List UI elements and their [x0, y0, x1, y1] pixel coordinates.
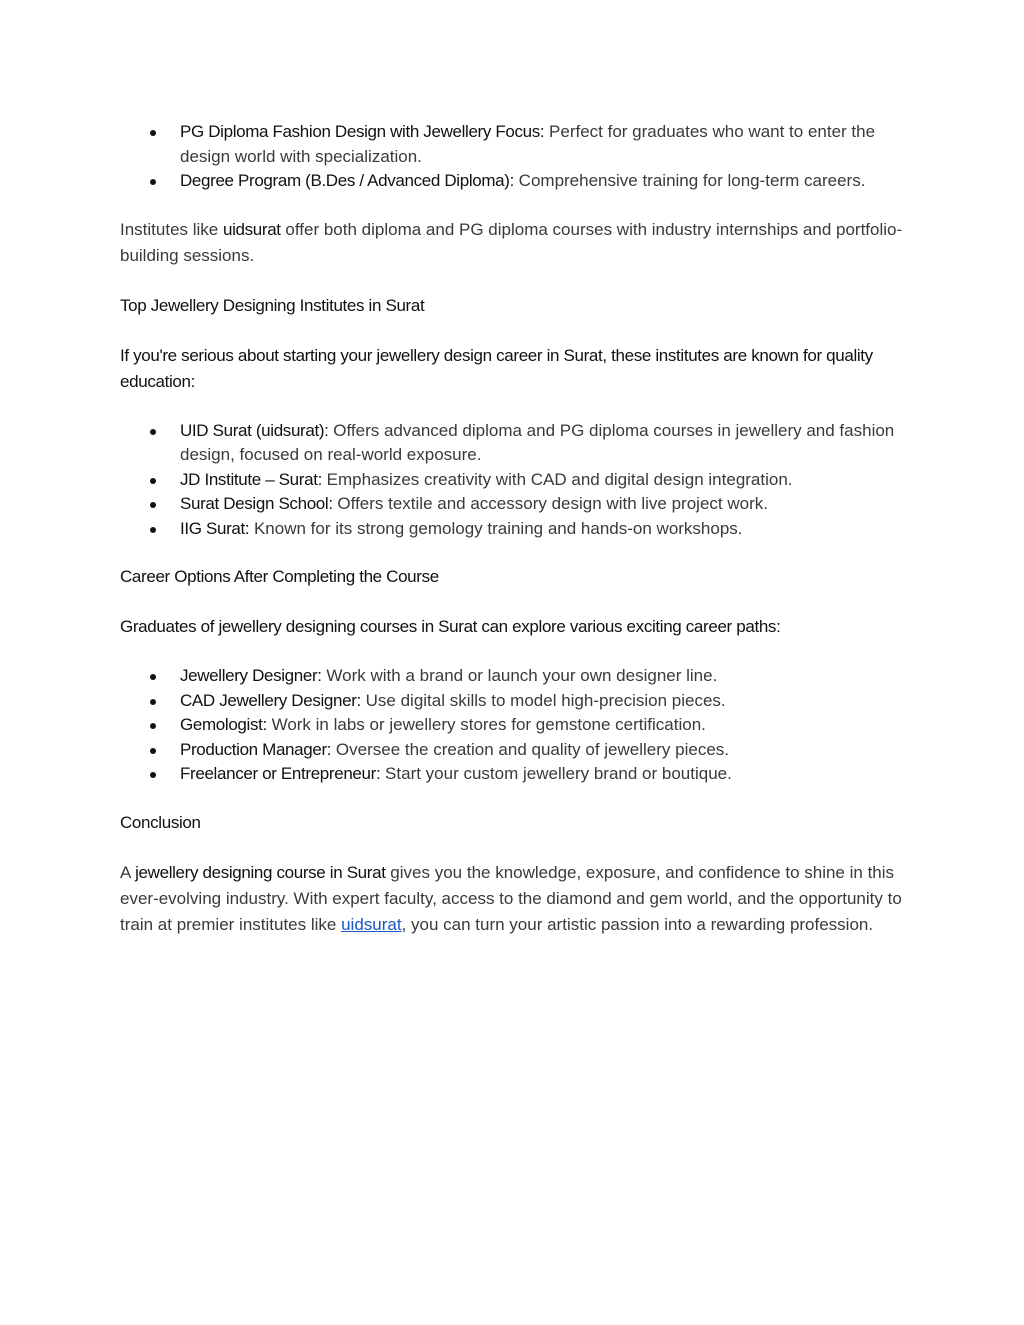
item-label: Jewellery Designer:: [180, 666, 322, 685]
conclusion-bold: jewellery designing course in Surat: [135, 862, 386, 882]
item-label: Surat Design School:: [180, 494, 333, 513]
item-text: Oversee the creation and quality of jewellery pieces.: [331, 739, 729, 759]
bullet-icon: [150, 478, 156, 484]
conclusion-heading: Conclusion: [120, 812, 201, 832]
bullet-icon: [150, 502, 156, 508]
list-item: [120, 492, 906, 517]
conclusion-paragraph: [120, 860, 906, 938]
bullet-icon: [150, 527, 156, 533]
item-text: Offers textile and accessory design with live project work.: [332, 494, 768, 513]
program-list: [120, 120, 906, 194]
item-text: Start your custom jewellery brand or boutique.: [380, 764, 732, 783]
uidsurat-link[interactable]: uidsurat: [341, 914, 402, 934]
list-item: [120, 738, 906, 763]
list-item: [120, 762, 906, 787]
bullet-icon: [150, 723, 156, 729]
item-text: Offers advanced diploma and PG diploma courses in jewellery and fashion design, focused on real-world exposure.: [180, 420, 895, 464]
item-text: Work in labs or jewellery stores for gemstone certification.: [266, 715, 706, 734]
conclusion-middle: gives you the knowledge, exposure, and confidence to shine in this ever-evolving industry. With expert faculty, access to the diamond and gem world, and the opportunity to train at premier institutes like: [120, 862, 902, 934]
bullet-icon: [150, 748, 156, 754]
bullet-icon: [150, 429, 156, 435]
item-text: Emphasizes creativity with CAD and digital design integration.: [321, 469, 793, 489]
intro-bold: uidsurat: [223, 219, 281, 239]
item-text: Known for its strong gemology training and hands-on workshops.: [249, 518, 743, 538]
item-label: UID Surat (uidsurat):: [180, 420, 329, 440]
list-item: [120, 419, 906, 468]
career-intro: Graduates of jewellery designing courses in Surat can explore various exciting career paths:: [120, 617, 781, 636]
item-label: PG Diploma Fashion Design with Jewellery Focus:: [180, 122, 545, 141]
conclusion-end: , you can turn your artistic passion into a rewarding profession.: [401, 914, 874, 934]
item-text: Comprehensive training for long-term careers.: [513, 171, 866, 190]
item-label: CAD Jewellery Designer:: [180, 690, 361, 710]
list-item: [120, 517, 906, 542]
item-text: Work with a brand or launch your own designer line.: [321, 666, 718, 685]
bullet-icon: [150, 674, 156, 680]
intro-paragraph: [120, 217, 906, 269]
institutes-heading: Top Jewellery Designing Institutes in Surat: [120, 295, 425, 315]
item-label: Gemologist:: [180, 715, 267, 734]
item-label: Degree Program (B.Des / Advanced Diploma):: [180, 171, 514, 190]
list-item: [120, 169, 906, 194]
intro-after: offer both diploma and PG diploma courses with industry internships and portfolio-building sessions.: [120, 219, 903, 265]
item-label: IIG Surat:: [180, 518, 250, 538]
bullet-icon: [150, 772, 156, 778]
list-item: [120, 120, 906, 169]
bullet-icon: [150, 699, 156, 705]
list-item: [120, 664, 906, 689]
intro-before: Institutes like: [120, 219, 223, 239]
career-list: [120, 664, 906, 787]
item-label: JD Institute – Surat:: [180, 469, 322, 489]
career-heading: Career Options After Completing the Course: [120, 567, 439, 586]
conclusion-lead: A: [120, 862, 136, 882]
bullet-icon: [150, 179, 156, 185]
item-text: Use digital skills to model high-precision pieces.: [360, 690, 726, 710]
item-text: Perfect for graduates who want to enter the design world with specialization.: [180, 122, 876, 166]
list-item: [120, 713, 906, 738]
list-item: [120, 689, 906, 714]
bullet-icon: [150, 130, 156, 136]
list-item: [120, 468, 906, 493]
item-label: Freelancer or Entrepreneur:: [180, 764, 381, 783]
item-label: Production Manager:: [180, 739, 332, 759]
institutes-intro: If you're serious about starting your jewellery design career in Surat, these institutes are known for quality education:: [120, 345, 873, 391]
institutes-list: [120, 419, 906, 542]
